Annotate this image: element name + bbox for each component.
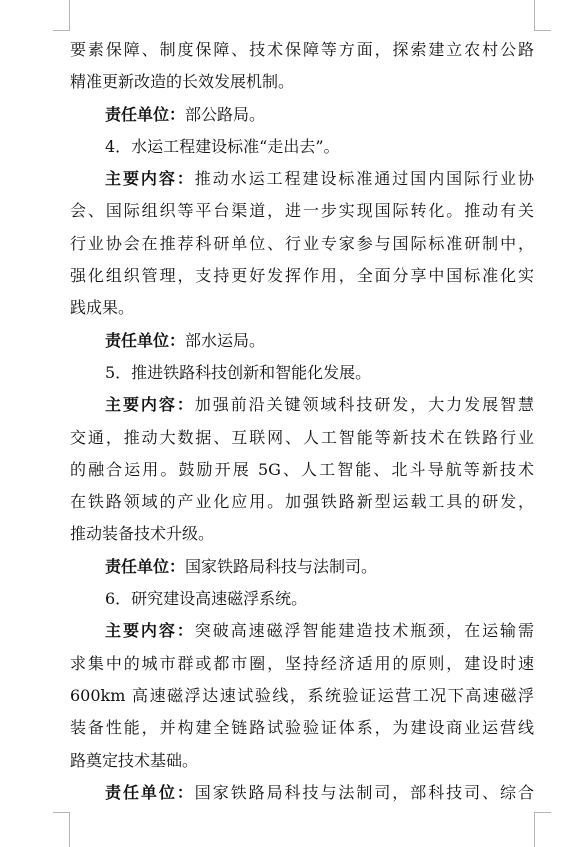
responsible-unit-line [70,325,534,357]
main-content-line [70,163,534,195]
responsible-unit-line [70,777,534,809]
main-content-text: 推动水运工程建设标准通过国内国际行业协 [194,169,534,189]
main-content-text: 加强前沿关键领域科技研发，大力发展智慧 [194,395,534,415]
crop-mark-top-left [53,0,70,31]
responsible-unit-text: 部公路局。 [185,104,266,124]
crop-mark-bottom-left [53,812,70,847]
body-line: 会、国际组织等平台渠道，进一步实现国际转化。推动有关 [70,201,534,221]
section-heading: 6．研究建设高速磁浮系统。 [105,589,308,609]
responsible-unit-text: 国家铁路局科技与法制司。 [185,556,378,576]
body-line: 路奠定技术基础。 [70,750,199,770]
responsible-unit-label: 责任单位： [105,330,186,350]
body-line: 交通，推动大数据、互联网、人工智能等新技术在铁路行业 [70,427,534,447]
responsible-unit-text: 部水运局。 [185,330,266,350]
body-line: 强化组织管理，支持更好发挥作用，全面分享中国标准化实 [70,266,534,286]
main-content-label: 主要内容： [105,169,195,189]
body-line: 的融合运用。鼓励开展 5G、人工智能、北斗导航等新技术 [70,459,534,479]
body-line: 推动装备技术升级。 [70,524,215,544]
main-content-text: 突破高速磁浮智能建造技术瓶颈，在运输需 [194,621,534,641]
responsible-unit-line [70,99,534,131]
main-content-label: 主要内容： [105,395,195,415]
crop-mark-top-right [534,0,551,31]
body-line: 600km 高速磁浮达速试验线，系统验证运营工况下高速磁浮 [70,685,534,705]
responsible-unit-label: 责任单位： [105,556,186,576]
body-line: 在铁路领域的产业化应用。加强铁路新型运载工具的研发， [70,492,534,512]
body-line: 求集中的城市群或都市圈，坚持经济适用的原则，建设时速 [70,653,534,673]
responsible-unit-label: 责任单位： [105,104,186,124]
body-line: 行业协会在推荐科研单位、行业专家参与国际标准研制中， [70,233,534,253]
main-content-line [70,615,534,647]
section-heading: 5．推进铁路科技创新和智能化发展。 [105,362,372,382]
document-body [70,34,534,809]
main-content-line [70,389,534,421]
responsible-unit-line [70,551,534,583]
body-line: 装备性能，并构建全链路试验验证体系，为建设商业运营线 [70,718,534,738]
crop-mark-bottom-right [534,812,551,847]
body-line: 精准更新改造的长效发展机制。 [70,72,295,92]
responsible-unit-text: 国家铁路局科技与法制司，部科技司、综合 [194,782,534,802]
responsible-unit-label: 责任单位： [105,782,195,802]
main-content-label: 主要内容： [105,621,195,641]
body-line: 要素保障、制度保障、技术保障等方面，探索建立农村公路 [70,40,534,59]
body-line: 践成果。 [70,298,135,318]
section-heading: 4．水运工程建设标准“走出去”。 [105,136,340,156]
